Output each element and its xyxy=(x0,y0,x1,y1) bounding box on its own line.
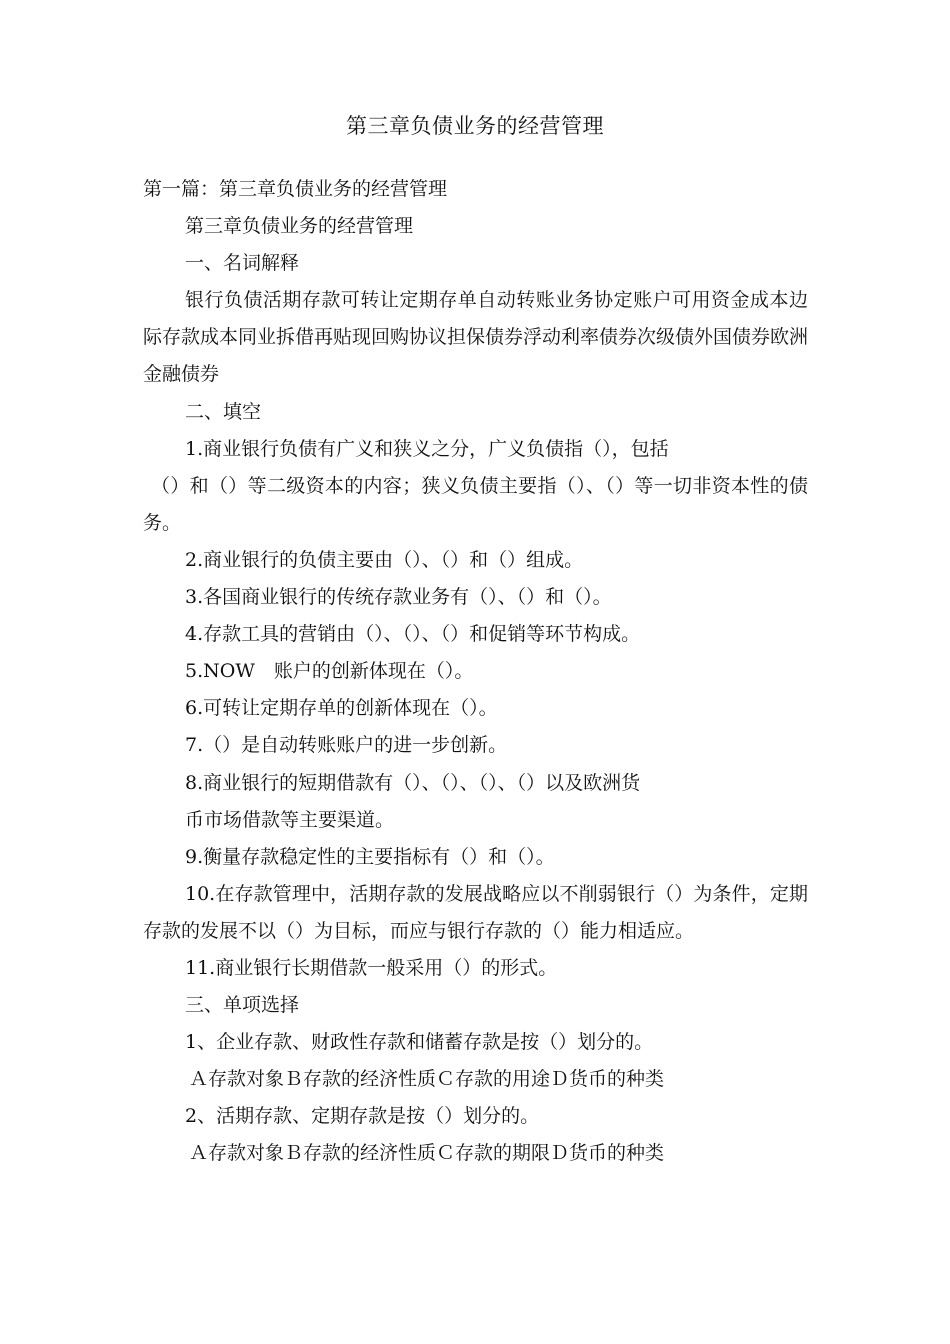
choice-question-2: 2、活期存款、定期存款是按（）划分的。 xyxy=(185,1105,540,1128)
choice-question-1-options: Ａ存款对象Ｂ存款的经济性质Ｃ存款的用途Ｄ货币的种类 xyxy=(189,1068,665,1091)
section-heading-fill-in: 二、填空 xyxy=(185,400,262,423)
choice-question-1: 1、企业存款、财政性存款和储蓄存款是按（）划分的。 xyxy=(185,1031,654,1054)
section-heading-terms: 一、名词解释 xyxy=(185,252,300,275)
fill-question-9: 9.衡量存款稳定性的主要指标有（）和（）。 xyxy=(185,845,555,868)
fill-question-4: 4.存款工具的营销由（）、（）、（）和促销等环节构成。 xyxy=(185,623,641,646)
document-title: 第三章负债业务的经营管理 xyxy=(346,114,604,138)
fill-question-8-line-1: 8.商业银行的短期借款有（）、（）、（）、（）以及欧洲货 xyxy=(185,771,641,794)
section-heading-single-choice: 三、单项选择 xyxy=(185,994,300,1017)
fill-question-7: 7.（）是自动转账账户的进一步创新。 xyxy=(185,734,508,757)
fill-question-8-line-2: 币市场借款等主要渠道。 xyxy=(185,808,395,831)
terms-list: 银行负债活期存款可转让定期存单自动转账业务协定账户可用资金成本边际存款成本同业拆借再贴现回购协议担保债券浮动利率债券次级债外国债券欧洲金融债券 xyxy=(143,289,809,386)
fill-question-11: 11.商业银行长期借款一般采用（）的形式。 xyxy=(185,956,558,979)
fill-question-6: 6.可转让定期存单的创新体现在（）。 xyxy=(185,697,498,720)
choice-question-2-options: Ａ存款对象Ｂ存款的经济性质Ｃ存款的期限Ｄ货币的种类 xyxy=(189,1142,665,1165)
fill-question-1-line-1: 1.商业银行负债有广义和狭义之分，广义负债指（），包括 xyxy=(185,437,669,460)
chapter-heading: 第三章负债业务的经营管理 xyxy=(185,215,414,238)
fill-question-5: 5.NOW 账户的创新体现在（）。 xyxy=(185,660,474,683)
part-heading: 第一篇：第三章负债业务的经营管理 xyxy=(143,178,448,200)
document-body xyxy=(143,171,808,1173)
fill-question-10: 10.在存款管理中，活期存款的发展战略应以不削弱银行（）为条件，定期存款的发展不以（）为目标，而应与银行存款的（）能力相适应。 xyxy=(143,882,808,942)
fill-question-1-line-2: （）和（）等二级资本的内容；狭义负债主要指（）、（）等一切非资本性的债务。 xyxy=(143,474,808,534)
fill-question-2: 2.商业银行的负债主要由（）、（）和（）组成。 xyxy=(185,548,584,571)
fill-question-3: 3.各国商业银行的传统存款业务有（）、（）和（）。 xyxy=(185,586,612,609)
